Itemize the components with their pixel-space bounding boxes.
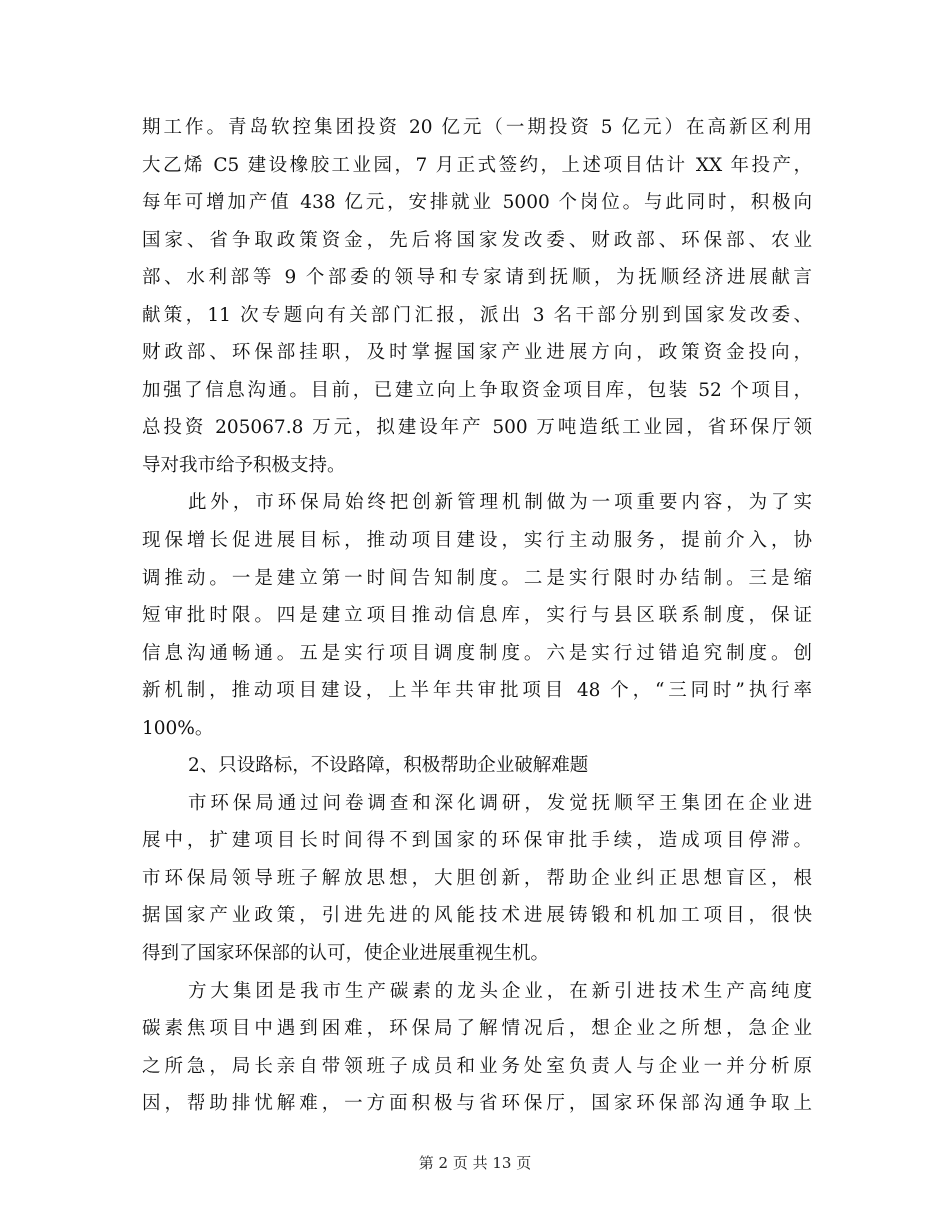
- text-line: 大乙烯 C5 建设橡胶工业园，7 月正式签约，上述项目估计 XX 年投产，: [142, 154, 812, 176]
- text-line: 新机制，推动项目建设，上半年共审批项目 48 个，“三同时”执行率: [142, 680, 812, 702]
- text-line: 每年可增加产值 438 亿元，安排就业 5000 个岗位。与此同时，积极向: [142, 192, 812, 214]
- text-line: 据国家产业政策，引进先进的风能技术进展铸锻和机加工项目，很快: [142, 905, 812, 927]
- text-line: 碳素焦项目中遇到困难，环保局了解情况后，想企业之所想，急企业: [142, 1018, 812, 1040]
- text-line: 短审批时限。四是建立项目推动信息库，实行与县区联系制度，保证: [142, 605, 812, 627]
- text-line: 因，帮助排忧解难，一方面积极与省环保厅，国家环保部沟通争取上: [142, 1093, 812, 1115]
- text-line: 调推动。一是建立第一时间告知制度。二是实行限时办结制。三是缩: [142, 567, 812, 589]
- text-line: 总投资 205067.8 万元，拟建设年产 500 万吨造纸工业园，省环保厅领: [142, 417, 812, 439]
- paragraph-start-line: 此外，市环保局始终把创新管理机制做为一项重要内容，为了实: [188, 492, 812, 514]
- text-line: 之所急，局长亲自带领班子成员和业务处室负责人与企业一并分析原: [142, 1055, 812, 1077]
- paragraph-start-line: 方大集团是我市生产碳素的龙头企业，在新引进技术生产高纯度: [188, 980, 812, 1002]
- text-line: 国家、省争取政策资金，先后将国家发改委、财政部、环保部、农业: [142, 229, 812, 251]
- paragraph-start-line: 市环保局通过问卷调查和深化调研，发觉抚顺罕王集团在企业进: [188, 792, 812, 814]
- text-line: 展中，扩建项目长时间得不到国家的环保审批手续，造成项目停滞。: [142, 830, 812, 852]
- text-line: 期工作。青岛软控集团投资 20 亿元（一期投资 5 亿元）在高新区利用: [142, 117, 812, 138]
- text-line: 信息沟通畅通。五是实行项目调度制度。六是实行过错追究制度。创: [142, 642, 812, 664]
- section-heading: 2、只设路标，不设路障，积极帮助企业破解难题: [188, 755, 589, 777]
- document-body: [142, 109, 812, 1123]
- text-line: 财政部、环保部挂职，及时掌握国家产业进展方向，政策资金投向，: [142, 342, 812, 364]
- text-line: 加强了信息沟通。目前，已建立向上争取资金项目库，包装 52 个项目，: [142, 379, 812, 401]
- paragraph-end-line: 导对我市给予积极支持。: [142, 454, 346, 476]
- text-line: 部、水利部等 9 个部委的领导和专家请到抚顺，为抚顺经济进展献言: [142, 267, 812, 289]
- text-line: 献策，11 次专题向有关部门汇报，派出 3 名干部分别到国家发改委、: [142, 304, 812, 326]
- text-line: 市环保局领导班子解放思想，大胆创新，帮助企业纠正思想盲区，根: [142, 867, 812, 889]
- text-line: 现保增长促进展目标，推动项目建设，实行主动服务，提前介入，协: [142, 530, 812, 552]
- paragraph-end-line: 100%。: [142, 717, 214, 739]
- page-number-footer: 第 2 页 共 13 页: [418, 1154, 532, 1172]
- paragraph-end-line: 得到了国家环保部的认可，使企业进展重视生机。: [142, 943, 550, 965]
